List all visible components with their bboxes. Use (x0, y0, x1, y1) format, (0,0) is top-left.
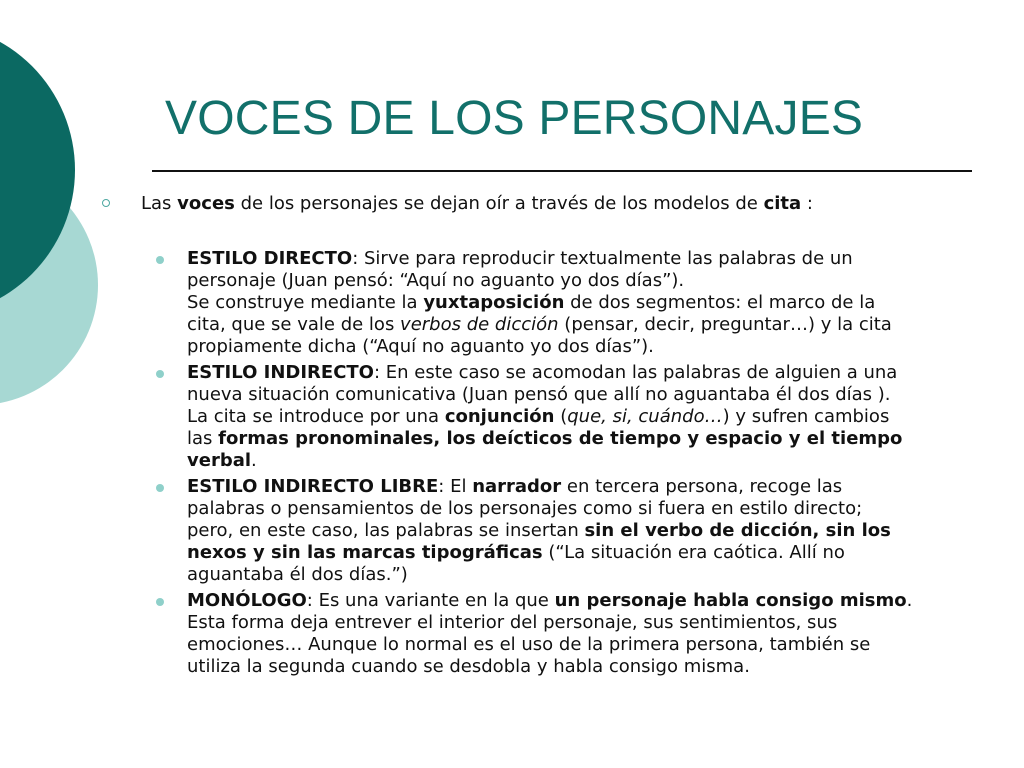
text-segment: personaje (Juan pensó: “Aquí no aguanto yo dos días”). (187, 270, 685, 291)
list-item-text (187, 590, 990, 678)
text-line (187, 336, 990, 358)
term-formas-pronominales: formas pronominales, los deícticos de tiempo y espacio y el tiempo (218, 428, 903, 449)
text-line (187, 384, 990, 406)
term-verbos-de-diccion: verbos de dicción (400, 314, 559, 335)
text-line (187, 362, 990, 384)
text-segment: propiamente dicha (“Aquí no aguanto yo dos días”). (187, 336, 654, 357)
text-segment: pero, en este caso, las palabras se insertan (187, 520, 585, 541)
bullet-list (150, 248, 990, 678)
filled-circle-bullet-icon (156, 370, 164, 378)
intro-voces: voces (177, 193, 235, 214)
term-yuxtaposicion: yuxtaposición (423, 292, 565, 313)
intro-part-2: de los personajes se dejan oír a través de los modelos de (234, 193, 764, 214)
text-line (187, 520, 990, 542)
slide-title: VOCES DE LOS PERSONAJES (165, 92, 864, 145)
term-estilo-indirecto: ESTILO INDIRECTO (187, 362, 374, 383)
term-monologo: MONÓLOGO (187, 590, 307, 611)
text-segment: (pensar, decir, preguntar…) y la cita (558, 314, 892, 335)
list-item-text (187, 248, 990, 358)
decorative-circles (0, 0, 120, 430)
text-segment: palabras o pensamientos de los personajes como si fuera en estilo directo; (187, 498, 863, 519)
text-segment: cita, que se vale de los (187, 314, 401, 335)
list-item-estilo-indirecto-libre (150, 476, 990, 586)
intro-cita: cita (763, 193, 802, 214)
title-underline (152, 170, 972, 172)
text-line (187, 406, 990, 428)
text-line (187, 590, 990, 612)
text-line (187, 270, 990, 292)
text-line (187, 656, 990, 678)
term-sin-el-verbo-de-diccion: sin el verbo de dicción, sin los (584, 520, 891, 541)
term-personaje-habla-consigo-mismo: un personaje habla consigo mismo (554, 590, 907, 611)
text-line (187, 498, 990, 520)
text-line (187, 248, 990, 270)
text-line (187, 450, 990, 472)
text-segment: utiliza la segunda cuando se desdobla y habla consigo misma. (187, 656, 750, 677)
text-segment: : El (438, 476, 473, 497)
list-item-text (187, 476, 990, 586)
intro-paragraph (102, 193, 977, 215)
text-segment: . (251, 450, 257, 471)
text-line (187, 634, 990, 656)
text-segment: de dos segmentos: el marco de la (564, 292, 876, 313)
text-segment: : Es una variante en la que (306, 590, 555, 611)
text-line (187, 428, 990, 450)
text-segment: las (187, 428, 219, 449)
term-verbal: verbal (187, 450, 252, 471)
text-segment: La cita se introduce por una (187, 406, 445, 427)
term-conjuncion: conjunción (444, 406, 555, 427)
text-segment: : Sirve para reproducir textualmente las palabras de un (352, 248, 853, 269)
text-segment: . (906, 590, 913, 611)
text-line (187, 476, 990, 498)
list-item-estilo-directo (150, 248, 990, 358)
text-segment: : En este caso se acomodan las palabras de alguien a una (373, 362, 898, 383)
text-segment: ) y sufren cambios (722, 406, 890, 427)
text-segment: aguantaba él dos días.”) (187, 564, 408, 585)
list-item-monologo (150, 590, 990, 678)
term-narrador: narrador (472, 476, 562, 497)
intro-part-3: : (801, 193, 813, 214)
text-segment: ( (554, 406, 568, 427)
list-item-text (187, 362, 990, 472)
text-segment: (“La situación era caótica. Allí no (542, 542, 845, 563)
term-que-si-cuando: que, si, cuándo… (567, 406, 723, 427)
text-segment: Esta forma deja entrever el interior del personaje, sus sentimientos, sus (187, 612, 838, 633)
text-line (187, 564, 990, 586)
text-line (187, 292, 990, 314)
text-line (187, 542, 990, 564)
list-item-estilo-indirecto (150, 362, 990, 472)
text-line (187, 314, 990, 336)
intro-part-1: Las (141, 193, 178, 214)
text-segment: en tercera persona, recoge las (561, 476, 843, 497)
text-segment: Se construye mediante la (187, 292, 424, 313)
term-estilo-indirecto-libre: ESTILO INDIRECTO LIBRE (187, 476, 439, 497)
text-segment: nueva situación comunicativa (Juan pensó que allí no aguantaba él dos días ). (187, 384, 891, 405)
text-segment: emociones… Aunque lo normal es el uso de la primera persona, también se (187, 634, 871, 655)
term-estilo-directo: ESTILO DIRECTO (187, 248, 353, 269)
intro-text (141, 193, 977, 215)
hollow-circle-bullet-icon (102, 199, 110, 207)
term-nexos-y-marcas: nexos y sin las marcas tipográficas (187, 542, 543, 563)
filled-circle-bullet-icon (156, 598, 164, 606)
filled-circle-bullet-icon (156, 484, 164, 492)
filled-circle-bullet-icon (156, 256, 164, 264)
text-line (187, 612, 990, 634)
